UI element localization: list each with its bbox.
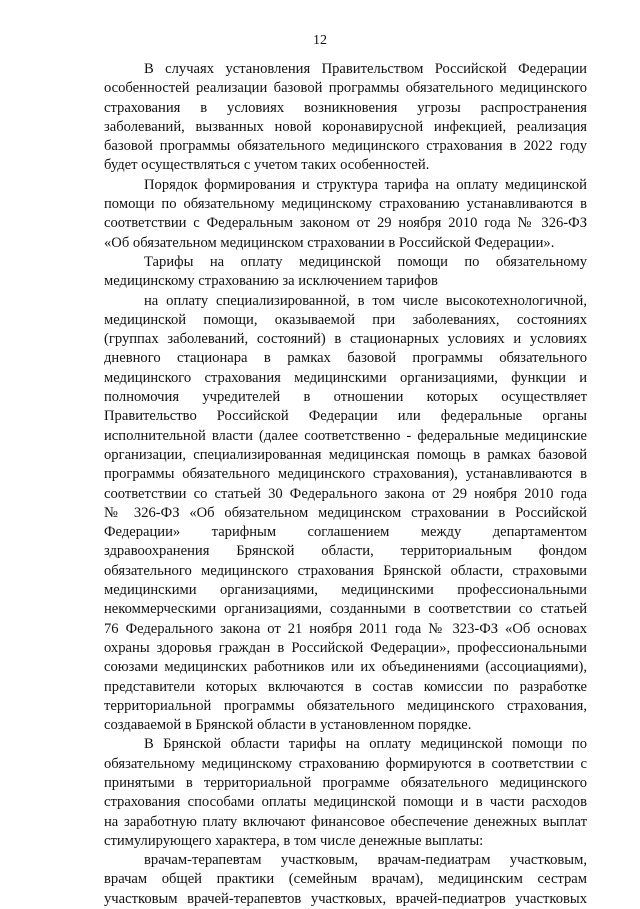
text-line: обязательному медицинскому страхованию формируются в соответствии с [104, 755, 587, 772]
text-line: здравоохранения Брянской области, территориальным фондом [104, 543, 587, 560]
text-line: принятыми в территориальной программе обязательного медицинского [104, 774, 587, 791]
text-line: территориальной программы обязательного медицинского страхования, [104, 697, 587, 714]
text-line: врачам общей практики (семейным врачам), медицинским сестрам [104, 871, 587, 888]
text-line: охраны здоровья граждан в Российской Федерации», профессиональными [104, 639, 587, 656]
paragraph-tariff-procedure [104, 176, 587, 253]
text-line: программы обязательного медицинского страхования), устанавливаются в [104, 466, 587, 483]
text-line: особенностей реализации базовой программы обязательного медицинского [104, 80, 587, 97]
paragraph-physician-payments [104, 851, 587, 909]
text-line: медицинского страхования медицинскими организациями, функции и [104, 369, 587, 386]
text-line: стимулирующего характера, в том числе денежные выплаты: [104, 832, 484, 849]
text-line: помощи по обязательному медицинскому страхованию устанавливаются в [104, 196, 587, 213]
text-line: страхования в условиях возникновения угрозы распространения [104, 99, 587, 116]
text-line: № 326-ФЗ «Об обязательном медицинском страховании в Российской [104, 504, 587, 521]
page-number: 12 [313, 33, 327, 48]
text-line: обязательного медицинского страхования Брянской области, страховыми [104, 562, 587, 579]
text-line: В Брянской области тарифы на оплату медицинской помощи по [144, 736, 587, 753]
text-line: соответствии со статьей 30 Федерального закона от 29 ноября 2010 года [104, 485, 587, 502]
text-line: В случаях установления Правительством Российской Федерации [144, 61, 587, 77]
text-line: 76 Федерального закона от 21 ноября 2011 года № 323-ФЗ «Об основах [104, 620, 587, 637]
text-line: «Об обязательном медицинском страховании в Российской Федерации». [104, 234, 555, 251]
text-line: Федерации» тарифным соглашением между департаментом [104, 524, 587, 541]
text-line: дневного стационара в рамках базовой программы обязательного [104, 350, 587, 367]
text-line: (группах заболеваний, состояний) в стационарных условиях и условиях [104, 331, 587, 348]
text-line: страхования способами оплаты медицинской помощи и в части расходов [104, 794, 587, 811]
text-line: медицинскому страхованию за исключением тарифов [104, 273, 438, 290]
text-line: Порядок формирования и структура тарифа на оплату медицинской [144, 176, 587, 193]
paragraph-tariffs-exception [104, 253, 587, 292]
paragraph-bryansk-tariffs [104, 735, 587, 851]
text-line: медицинской помощи, оказываемой при заболеваниях, состояниях [104, 311, 587, 328]
text-line: заболеваний, вызванных новой коронавирусной инфекцией, реализация [104, 118, 587, 135]
text-line: организации, специализированная медицинская помощь в рамках базовой [104, 446, 587, 463]
document-body [104, 60, 587, 909]
text-line: создаваемой в Брянской области в установленном порядке. [104, 717, 472, 734]
text-line: соответствии с Федеральным законом от 29 ноября 2010 года № 326-ФЗ [104, 215, 587, 232]
text-line: представители которых включаются в состав комиссии по разработке [104, 678, 587, 695]
text-line: базовой программы обязательного медицинского страхования в 2022 году [104, 138, 587, 155]
text-line: участковым врачей-терапевтов участковых, врачей-педиатров участковых [104, 890, 587, 907]
text-line: Правительство Российской Федерации или федеральные органы [104, 408, 587, 425]
text-line: некоммерческими организациями, созданными в соответствии со статьей [104, 601, 587, 618]
paragraph-specialized-care [104, 292, 587, 736]
text-line: полномочия учредителей в отношении которых осуществляет [104, 389, 587, 406]
text-line: исполнительной власти (далее соответственно - федеральные медицинские [104, 427, 587, 444]
text-line: на оплату специализированной, в том числе высокотехнологичной, [144, 292, 587, 309]
text-line: будет осуществляться с учетом таких особенностей. [104, 157, 430, 174]
text-line: врачам-терапевтам участковым, врачам-педиатрам участковым, [144, 852, 587, 869]
text-line: союзами медицинских работников или их объединениями (ассоциациями), [104, 659, 587, 676]
text-line: медицинскими организациями, медицинскими профессиональными [104, 582, 587, 599]
text-line: на заработную плату включают финансовое обеспечение денежных выплат [104, 813, 587, 830]
text-line: Тарифы на оплату медицинской помощи по обязательному [144, 253, 587, 270]
paragraph-covid-special-conditions [104, 60, 587, 176]
